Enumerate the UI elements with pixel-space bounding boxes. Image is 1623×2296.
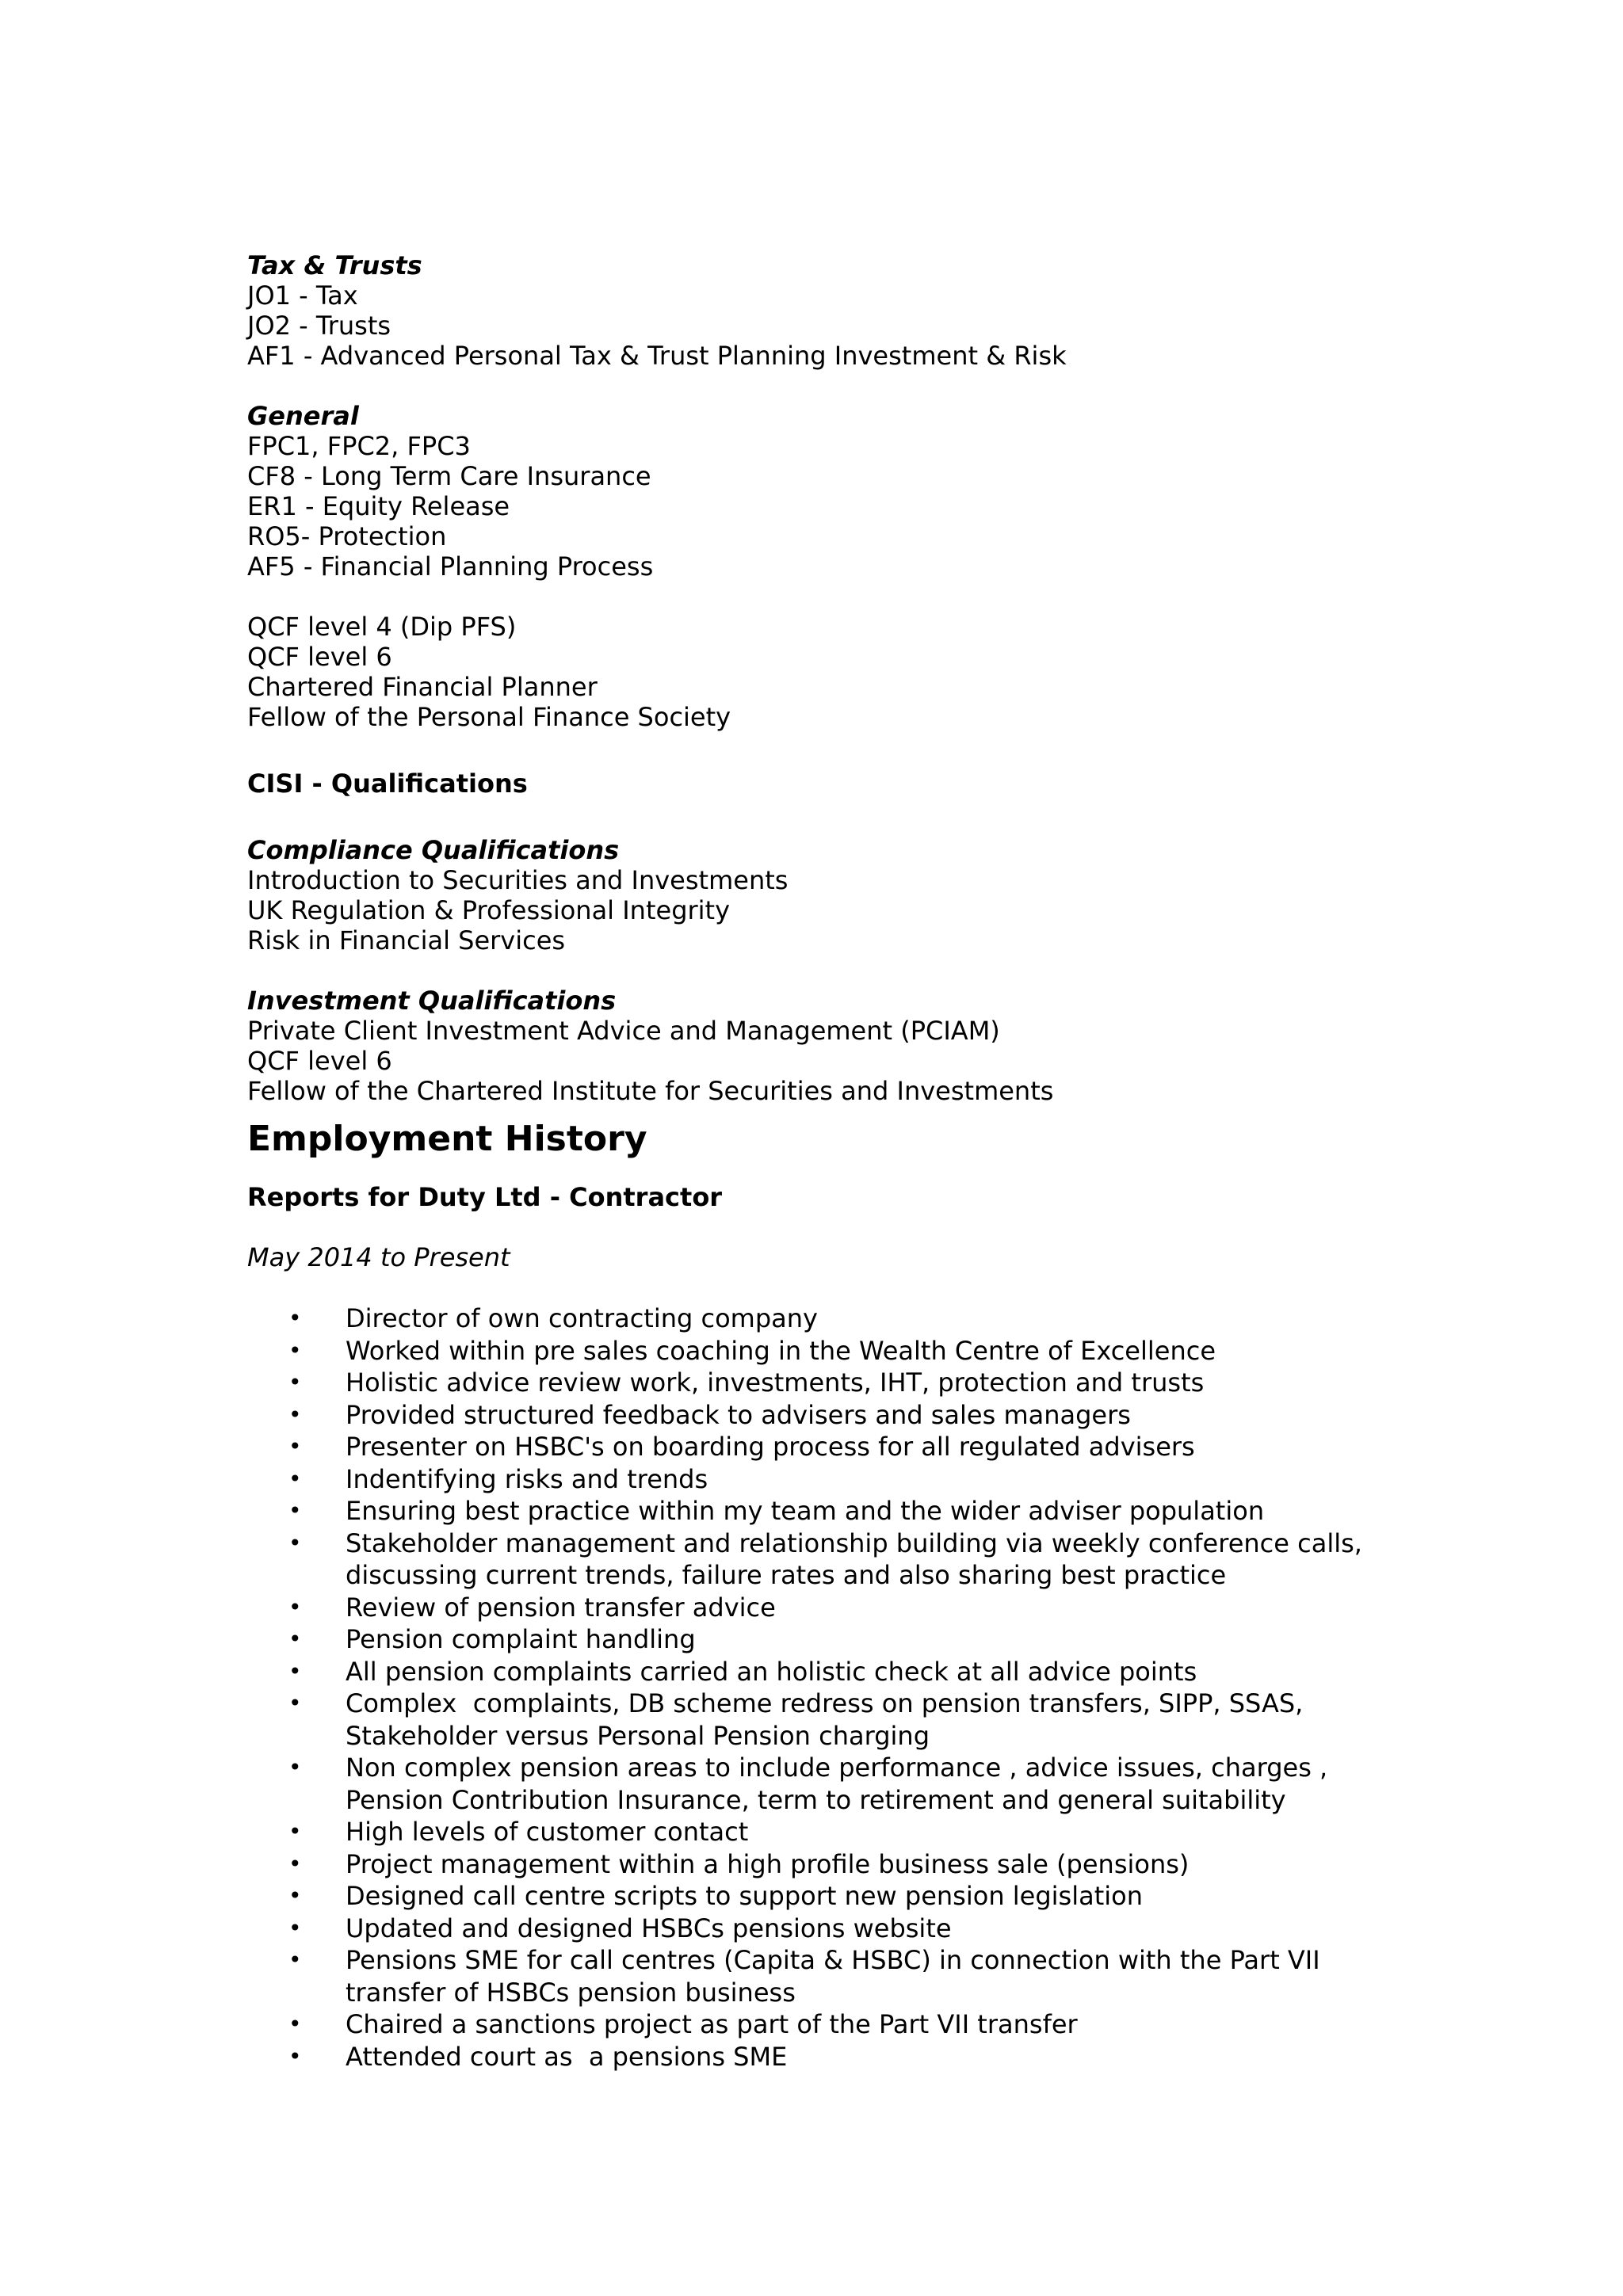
responsibility-text: Ensuring best practice within my team and the wider adviser population (346, 1496, 1265, 1526)
qualification-item: CF8 - Long Term Care Insurance (247, 461, 651, 491)
responsibility-text: Director of own contracting company (346, 1303, 818, 1333)
responsibility-text: Pension Contribution Insurance, term to retirement and general suitability (346, 1784, 1286, 1815)
bullet-icon: • (288, 1947, 302, 1973)
bullet-icon: • (288, 1593, 302, 1620)
general-heading: General (247, 401, 359, 431)
cv-page (247, 250, 1388, 2073)
responsibility-item (247, 1752, 1388, 1816)
qualification-item: RO5- Protection (247, 521, 447, 551)
responsibility-text: Worked within pre sales coaching in the Wealth Centre of Excellence (346, 1335, 1216, 1366)
bullet-icon: • (288, 1465, 302, 1492)
responsibility-text: Indentifying risks and trends (346, 1463, 708, 1494)
responsibility-text: Provided structured feedback to advisers and sales managers (346, 1399, 1131, 1430)
responsibility-item (247, 1944, 1388, 2008)
qualification-item: QCF level 6 (247, 642, 392, 672)
job-title: Reports for Duty Ltd - Contractor (247, 1182, 723, 1212)
responsibility-item (247, 1623, 1388, 1656)
bullet-icon: • (288, 2042, 302, 2069)
bullet-icon: • (288, 1914, 302, 1941)
responsibility-text: Chaired a sanctions project as part of the Part VII transfer (346, 2009, 1078, 2039)
responsibility-item (247, 1335, 1388, 1367)
qualification-item: JO2 - Trusts (247, 311, 391, 341)
qualification-item: Private Client Investment Advice and Management (PCIAM) (247, 1016, 1000, 1046)
responsibility-text: Designed call centre scripts to support new pension legislation (346, 1881, 1144, 1911)
responsibility-item (247, 1848, 1388, 1881)
qualification-item: FPC1, FPC2, FPC3 (247, 431, 471, 461)
responsibility-item (247, 1431, 1388, 1463)
responsibility-item (247, 2041, 1388, 2073)
responsibility-text: All pension complaints carried an holistic check at all advice points (346, 1656, 1197, 1687)
qualification-item: QCF level 4 (Dip PFS) (247, 612, 517, 642)
cisi-heading: CISI - Qualifications (247, 769, 528, 799)
responsibility-text: Review of pension transfer advice (346, 1592, 776, 1623)
qualification-item: Fellow of the Chartered Institute for Securities and Investments (247, 1076, 1054, 1106)
qualification-item: Fellow of the Personal Finance Society (247, 702, 731, 732)
qualification-item: QCF level 6 (247, 1046, 392, 1076)
responsibility-item (247, 1816, 1388, 1848)
qualification-item: UK Regulation & Professional Integrity (247, 895, 731, 925)
qualification-item: JO1 - Tax (247, 280, 358, 311)
compliance-heading: Compliance Qualifications (247, 835, 620, 865)
bullet-icon: • (288, 1433, 302, 1459)
bullet-icon: • (288, 1529, 302, 1556)
responsibility-item (247, 1592, 1388, 1624)
qualification-item: AF1 - Advanced Personal Tax & Trust Planning Investment & Risk (247, 341, 1067, 371)
qualification-item: Introduction to Securities and Investments (247, 865, 789, 895)
responsibility-item (247, 1913, 1388, 1945)
responsibility-item (247, 1399, 1388, 1432)
employment-history-heading: Employment History (247, 1119, 647, 1159)
bullet-icon: • (288, 2011, 302, 2037)
responsibility-text: discussing current trends, failure rates and also sharing best practice (346, 1560, 1227, 1590)
bullet-icon: • (288, 1850, 302, 1877)
responsibility-item (247, 1495, 1388, 1527)
responsibility-text: Updated and designed HSBCs pensions website (346, 1913, 952, 1943)
bullet-icon: • (288, 1401, 302, 1428)
responsibility-item (247, 1367, 1388, 1399)
bullet-icon: • (288, 1369, 302, 1395)
bullet-icon: • (288, 1626, 302, 1652)
responsibility-text: transfer of HSBCs pension business (346, 1977, 796, 2008)
qualification-item: Risk in Financial Services (247, 925, 566, 955)
responsibility-text: High levels of customer contact (346, 1817, 749, 1847)
responsibility-text: Stakeholder versus Personal Pension charging (346, 1720, 930, 1751)
bullet-icon: • (288, 1818, 302, 1844)
tax-trusts-heading: Tax & Trusts (247, 250, 422, 280)
qualification-item: ER1 - Equity Release (247, 491, 510, 521)
responsibility-item (247, 1463, 1388, 1496)
responsibility-text: Pensions SME for call centres (Capita & HSBC) in connection with the Part VII (346, 1945, 1320, 1975)
bullet-icon: • (288, 1497, 302, 1524)
bullet-icon: • (288, 1657, 302, 1684)
responsibility-text: Pension complaint handling (346, 1624, 696, 1654)
bullet-icon: • (288, 1337, 302, 1363)
bullet-icon: • (288, 1882, 302, 1909)
job-dates: May 2014 to Present (247, 1242, 510, 1272)
responsibility-text: Presenter on HSBC's on boarding process for all regulated advisers (346, 1432, 1195, 1462)
responsibility-item (247, 1527, 1388, 1592)
qualification-item: Chartered Financial Planner (247, 672, 598, 702)
responsibilities-list (247, 1302, 1388, 2073)
responsibility-item (247, 1688, 1388, 1752)
responsibility-text: Attended court as a pensions SME (346, 2041, 788, 2072)
responsibility-text: Holistic advice review work, investments, IHT, protection and trusts (346, 1367, 1205, 1398)
bullet-icon: • (288, 1305, 302, 1331)
responsibility-text: Complex complaints, DB scheme redress on pension transfers, SIPP, SSAS, (346, 1688, 1304, 1718)
bullet-icon: • (288, 1690, 302, 1716)
responsibility-item (247, 1656, 1388, 1688)
responsibility-text: Project management within a high profile business sale (pensions) (346, 1848, 1190, 1879)
qualification-item: AF5 - Financial Planning Process (247, 551, 654, 582)
bullet-icon: • (288, 1754, 302, 1780)
responsibility-text: Stakeholder management and relationship building via weekly conference calls, (346, 1527, 1362, 1558)
responsibility-item (247, 2008, 1388, 2041)
responsibility-item (247, 1880, 1388, 1913)
responsibility-text: Non complex pension areas to include performance , advice issues, charges , (346, 1753, 1328, 1783)
investment-heading: Investment Qualifications (247, 986, 617, 1016)
responsibility-item (247, 1302, 1388, 1335)
